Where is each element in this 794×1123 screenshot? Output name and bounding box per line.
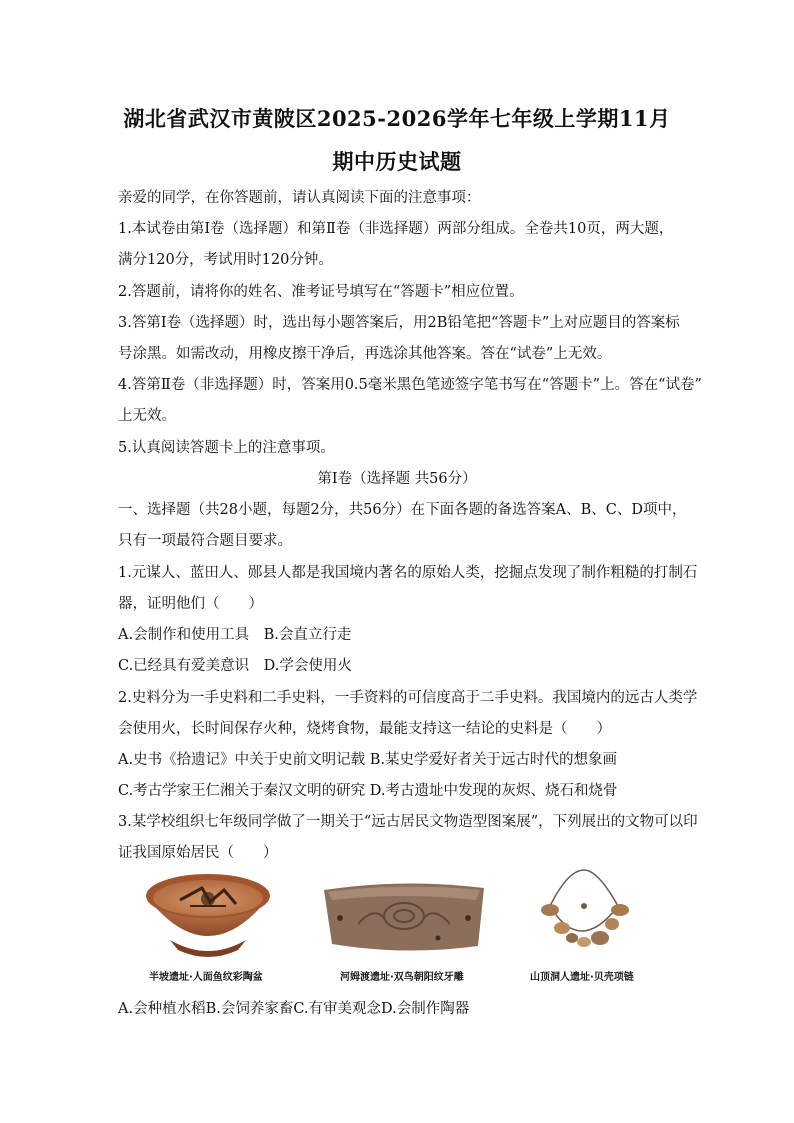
note-line: 号涂黑。如需改动，用橡皮擦干净后，再选涂其他答案。答在“试卷”上无效。 <box>118 346 612 362</box>
section-title: 第Ⅰ卷（选择题 共56分） <box>317 471 477 487</box>
q2-stem: 2.史料分为一手史料和二手史料，一手资料的可信度高于二手史料。我国境内的远古人类学 <box>118 690 698 706</box>
instruction-line: 只有一项最符合题目要求。 <box>118 533 292 549</box>
q2-stem: 会使用火，长时间保存火种，烧烤食物，最能支持这一结论的史料是（ ） <box>118 721 611 737</box>
figure-caption: 河姆渡遗址·双鸟朝阳纹牙雕 <box>340 972 464 983</box>
note-line: 2.答题前，请将你的姓名、准考证号填写在“答题卡”相应位置。 <box>118 284 524 300</box>
q3-options: A.会种植水稻B.会饲养家畜C.有审美观念D.会制作陶器 <box>118 1001 470 1017</box>
q1-option: A.会制作和使用工具 B.会直立行走 <box>118 627 352 643</box>
q2-option: A.史书《拾遗记》中关于史前文明记载 B.某史学爱好者关于远古时代的想象画 <box>118 752 617 768</box>
figure-caption: 半坡遗址·人面鱼纹彩陶盆 <box>149 972 263 983</box>
instruction-line: 一、选择题（共28小题，每题2分，共56分）在下面各题的备选答案A、B、C、D项中， <box>118 502 687 518</box>
q3-stem: 3.某学校组织七年级同学做了一期关于“远古居民文物造型图案展”，下列展出的文物可以印 <box>118 814 698 830</box>
exam-title-line2: 期中历史试题 <box>332 149 462 174</box>
q1-stem: 器，证明他们（ ） <box>118 596 263 612</box>
q1-option: C.已经具有爱美意识 D.学会使用火 <box>118 658 352 674</box>
pottery-basin-image <box>140 866 276 962</box>
note-line: 5.认真阅读答题卡上的注意事项。 <box>118 440 335 456</box>
ivory-carving-image <box>318 866 490 962</box>
note-line: 4.答第Ⅱ卷（非选择题）时，答案用0.5毫米黑色笔迹签字笔书写在“答题卡”上。答在“试卷” <box>118 377 702 393</box>
note-line: 满分120分，考试用时120分钟。 <box>118 252 333 268</box>
note-line: 3.答第Ⅰ卷（选择题）时，选出每小题答案后，用2B铅笔把“答题卡”上对应题目的答案标 <box>118 315 680 331</box>
shell-necklace-image <box>528 866 638 962</box>
q3-stem: 证我国原始居民（ ） <box>118 845 278 861</box>
note-line: 1.本试卷由第Ⅰ卷（选择题）和第Ⅱ卷（非选择题）两部分组成。全卷共10页，两大题， <box>118 221 674 237</box>
figure-caption: 山顶洞人遗址·贝壳项链 <box>530 972 634 983</box>
q2-option: C.考古学家王仁湘关于秦汉文明的研究 D.考古遗址中发现的灰烬、烧石和烧骨 <box>118 783 618 799</box>
note-line: 上无效。 <box>118 408 176 424</box>
intro-text: 亲爱的同学，在你答题前，请认真阅读下面的注意事项： <box>118 190 481 206</box>
q1-stem: 1.元谋人、蓝田人、郧县人都是我国境内著名的原始人类，挖掘点发现了制作粗糙的打制石 <box>118 565 698 581</box>
exam-title-line1: 湖北省武汉市黄陂区2025-2026学年七年级上学期11月 <box>123 106 671 131</box>
